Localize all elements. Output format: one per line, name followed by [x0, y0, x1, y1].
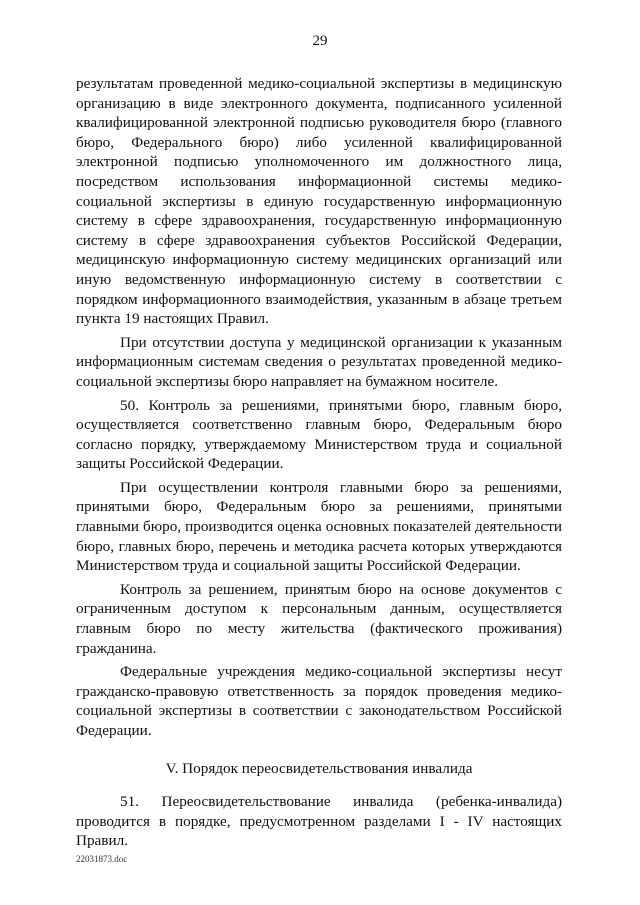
section-heading: V. Порядок переосвидетельствования инвалида	[165, 759, 473, 777]
paragraph-no-access: При отсутствии доступа у медицинской организации к указанным информационным системам сведения о результатах проведенной медико-социальной экспертизы бюро направляет на бумажном носителе.	[76, 333, 562, 390]
paragraph-control-restricted: Контроль за решением, принятым бюро на основе документов с ограниченным доступом к персональным данным, осуществляется главным бюро по месту жительства (фактического проживания) гражданина.	[76, 580, 562, 657]
paragraph-liability: Федеральные учреждения медико-социальной экспертизы несут гражданско-правовую ответственность за порядок проведения медико-социальной экспертизы в соответствии с законодательством Российской Федерации.	[76, 663, 562, 739]
page-number: 29	[312, 33, 328, 49]
paragraph-continuation: результатам проведенной медико-социальной экспертизы в медицинскую организацию в виде электронного документа, подписанного усиленной квалифицированной электронной подписью руководителя бюро (главного бюро, Федерального бюро) либо усиленной квалифицированной электронной подписью уполномоченного им должностного лица, посредством использования информационной системы медико-социальной экспертизы в единую государственную информационную систему в сфере здравоохранения, государственную информационную систему в сфере здравоохранения субъектов Российской Федерации, медицинскую информационную систему медицинских организаций или иную ведомственную информационную систему в соответствии с порядком информационного взаимодействия, указанным в абзаце третьем пункта 19 настоящих Правил.	[76, 75, 562, 328]
document-body	[76, 74, 562, 855]
paragraph-control-main-bureau: При осуществлении контроля главными бюро за решениями, принятыми бюро, Федеральным бюро за решениями, принятыми главными бюро, производится оценка основных показателей деятельности бюро, главных бюро, перечень и методика расчета которых утверждаются Министерством труда и социальной защиты Российской Федерации.	[76, 478, 562, 575]
paragraph-50: 50. Контроль за решениями, принятыми бюро, главным бюро, осуществляется соответственно главным бюро, Федеральным бюро согласно порядку, утверждаемому Министерством труда и социальной защиты Российской Федерации.	[76, 396, 562, 473]
footer-filename: 22031873.doc	[76, 854, 128, 864]
paragraph-51: 51. Переосвидетельствование инвалида (ребенка-инвалида) проводится в порядке, предусмотренном разделами I - IV настоящих Правил.	[76, 793, 562, 850]
